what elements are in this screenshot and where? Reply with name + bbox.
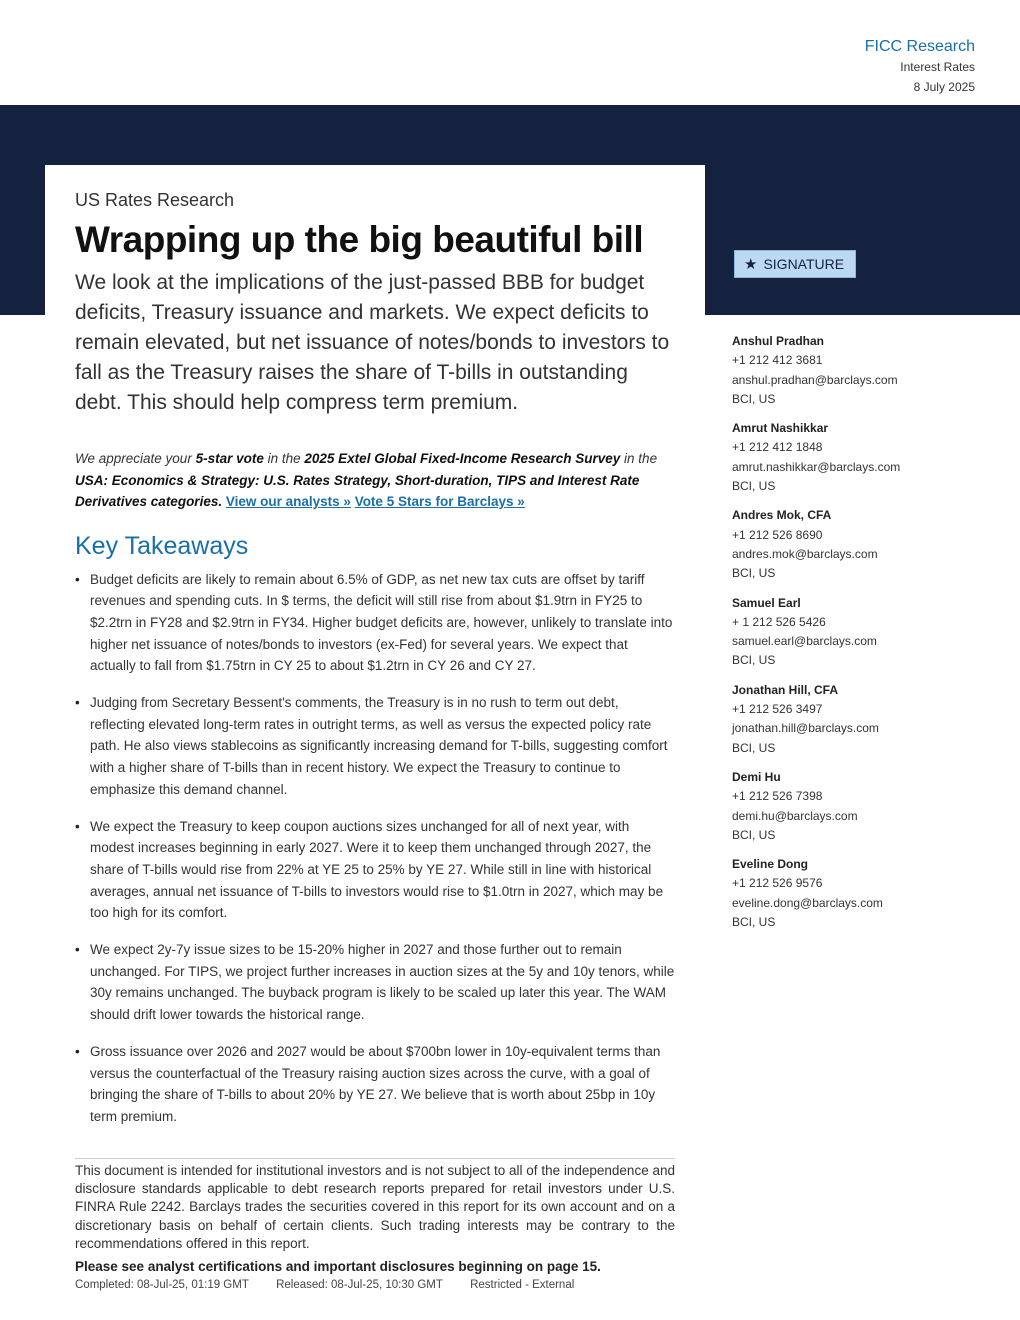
completed-time: Completed: 08-Jul-25, 01:19 GMT — [75, 1279, 249, 1292]
analyst-email[interactable]: anshul.pradhan@barclays.com — [732, 372, 898, 387]
analyst-email[interactable]: demi.hu@barclays.com — [732, 808, 858, 823]
analyst-entity: BCI, US — [732, 479, 776, 494]
takeaway-item: • We expect the Treasury to keep coupon auctions sizes unchanged for all of next year, with modest increases beginning in early 2027. Were it to keep them unchanged through 2027, the share of T-bills would rise from 22% at YE 25 to 25% by YE 27. While still in line with historical averages, annual net issuance of T-bills to investors would rise to $1.0trn in 2027, which may be too high for its comfort. — [75, 816, 675, 925]
analyst-card — [732, 332, 1002, 409]
restriction-label: Restricted - External — [470, 1279, 575, 1292]
released-time: Released: 08-Jul-25, 10:30 GMT — [276, 1279, 443, 1292]
disclaimer-text: This document is intended for institutional investors and is not subject to all of the independence and disclosure standards applicable to debt research reports prepared for retail investors under U.S. FINRA Rule 2242. Barclays trades the securities covered in this report for its own account and on a discretionary basis on behalf of certain clients. Such trading interests may be contrary to the recommendations offered in this report. — [75, 1163, 675, 1251]
analyst-list — [732, 332, 1002, 942]
vote-stars-link[interactable]: Vote 5 Stars for Barclays » — [354, 494, 525, 509]
vote-text: in the — [620, 451, 658, 466]
analyst-entity: BCI, US — [732, 566, 776, 581]
analyst-entity: BCI, US — [732, 915, 776, 930]
signature-badge — [734, 250, 856, 278]
analyst-name: Jonathan Hill, CFA — [732, 682, 839, 697]
takeaway-item: • Gross issuance over 2026 and 2027 would be about $700bn lower in 10y-equivalent terms than versus the counterfactual of the Treasury raising auction sizes across the curve, with a goal of bringing the share of T-bills to about 20% by YE 27. We believe that is worth about 25bp in 10y term premium. — [75, 1041, 675, 1128]
analyst-phone: +1 212 526 7398 — [732, 789, 823, 804]
analyst-name: Demi Hu — [732, 769, 781, 784]
vote-text: We appreciate your — [75, 451, 196, 466]
disclosures-note: Please see analyst certifications and important disclosures beginning on page 15. — [75, 1259, 601, 1275]
analyst-phone: +1 212 526 9576 — [732, 876, 823, 891]
analyst-card — [732, 594, 1002, 671]
signature-label: SIGNATURE — [763, 256, 845, 272]
analyst-email[interactable]: jonathan.hill@barclays.com — [732, 721, 879, 736]
analyst-card — [732, 419, 1002, 496]
key-takeaways-list — [75, 569, 675, 1128]
analyst-phone: +1 212 526 3497 — [732, 702, 823, 717]
main-content — [75, 188, 675, 1143]
analyst-entity: BCI, US — [732, 653, 776, 668]
analyst-card — [732, 681, 1002, 758]
takeaway-item: • Budget deficits are likely to remain about 6.5% of GDP, as net new tax cuts are offset by tariff revenues and spending cuts. In $ terms, the deficit will still rise from about $1.9trn in FY25 to $2.2trn in FY28 and $2.9trn in FY34. Higher budget deficits are, however, unlikely to translate into higher net issuance of notes/bonds to investors (ex-Fed) for several years. We expect that actually to fall from $1.75trn in CY 25 to about $1.2trn in CY 26 and CY 27. — [75, 569, 675, 678]
vote-bold: 2025 Extel Global Fixed-Income Research Survey — [304, 451, 621, 466]
report-date: 8 July 2025 — [913, 80, 975, 94]
analyst-card — [732, 768, 1002, 845]
view-analysts-link[interactable]: View our analysts » — [225, 494, 351, 509]
analyst-entity: BCI, US — [732, 391, 776, 406]
analyst-email[interactable]: eveline.dong@barclays.com — [732, 895, 883, 910]
analyst-email[interactable]: andres.mok@barclays.com — [732, 546, 878, 561]
disclaimer — [75, 1158, 675, 1293]
analyst-name: Eveline Dong — [732, 857, 809, 872]
analyst-phone: +1 212 412 1848 — [732, 440, 823, 455]
key-takeaways-heading: Key Takeaways — [75, 531, 249, 560]
analyst-name: Anshul Pradhan — [732, 334, 825, 348]
analyst-name: Amrut Nashikkar — [732, 421, 829, 436]
vote-bold: USA: Economics & Strategy: U.S. Rates Strategy, Short-duration, TIPS and Interest Rate Derivatives categories. — [75, 472, 640, 509]
takeaway-item: • Judging from Secretary Bessent's comments, the Treasury is in no rush to term out debt, reflecting elevated long-term rates in outright terms, as well as versus the expected policy rate path. He also views stablecoins as significantly increasing demand for T-bills, suggesting comfort with a higher share of T-bills than in recent history. We expect the Treasury to continue to emphasize this demand channel. — [75, 692, 675, 801]
analyst-entity: BCI, US — [732, 827, 776, 842]
analyst-email[interactable]: amrut.nashikkar@barclays.com — [732, 459, 901, 474]
vote-notice — [75, 448, 675, 513]
report-header-meta — [865, 37, 975, 97]
report-series: US Rates Research — [75, 190, 235, 210]
analyst-phone: + 1 212 526 5426 — [732, 614, 826, 629]
analyst-entity: BCI, US — [732, 740, 776, 755]
analyst-phone: +1 212 526 8690 — [732, 527, 823, 542]
vote-text: in the — [263, 451, 305, 466]
analyst-name: Andres Mok, CFA — [732, 508, 832, 523]
analyst-card — [732, 506, 1002, 583]
analyst-phone: +1 212 412 3681 — [732, 353, 823, 368]
star-icon: ★ — [744, 256, 758, 273]
analyst-card — [732, 855, 1002, 932]
analyst-name: Samuel Earl — [732, 595, 801, 610]
division-label: FICC Research — [864, 38, 975, 55]
analyst-email[interactable]: samuel.earl@barclays.com — [732, 634, 877, 649]
report-title: Wrapping up the big beautiful bill — [75, 219, 644, 260]
report-summary: We look at the implications of the just-passed BBB for budget deficits, Treasury issuance and markets. We expect deficits to remain elevated, but net issuance of notes/bonds to investors to fall as the Treasury raises the share of T-bills in outstanding debt. This should help compress term premium. — [75, 271, 670, 414]
takeaway-item: • We expect 2y-7y issue sizes to be 15-20% higher in 2027 and those further out to remain unchanged. For TIPS, we project further increases in auction sizes at the 5y and 10y tenors, while 30y remains unchanged. The buyback program is likely to be scaled up later this year. The WAM should drift lower towards the historical range. — [75, 939, 675, 1026]
publication-info — [75, 1277, 675, 1293]
category-label: Interest Rates — [900, 60, 975, 74]
vote-bold: 5-star vote — [195, 451, 264, 466]
